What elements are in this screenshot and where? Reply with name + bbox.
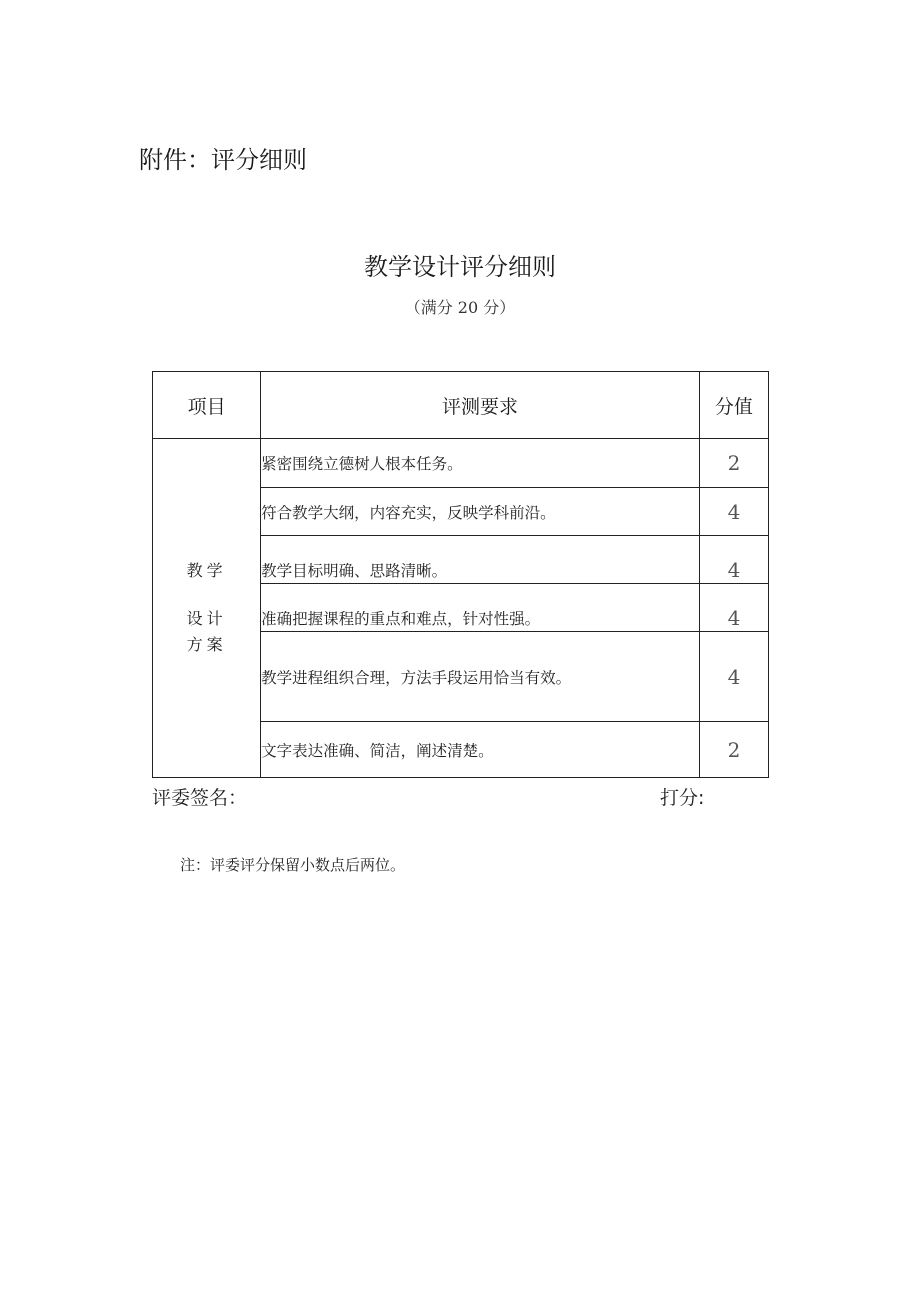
requirement-cell: 准确把握课程的重点和难点，针对性强。 xyxy=(261,584,700,632)
requirement-cell: 教学进程组织合理，方法手段运用恰当有效。 xyxy=(261,632,700,722)
item-cell xyxy=(153,439,261,778)
scoring-table xyxy=(152,371,769,778)
table-header-row xyxy=(153,372,769,439)
requirement-cell: 教学目标明确、思路清晰。 xyxy=(261,536,700,584)
requirement-cell: 符合教学大纲，内容充实，反映学科前沿。 xyxy=(261,488,700,536)
attachment-label: 附件：评分细则 xyxy=(139,146,307,174)
item-line-3: 方案 xyxy=(186,635,227,654)
footnote: 注：评委评分保留小数点后两位。 xyxy=(180,856,406,874)
score-cell: 2 xyxy=(699,439,768,488)
requirement-cell: 文字表达准确、简洁，阐述清楚。 xyxy=(261,722,700,778)
score-cell: 4 xyxy=(699,488,768,536)
table-row xyxy=(153,439,769,488)
header-item: 项目 xyxy=(153,372,261,439)
score-label: 打分: xyxy=(660,787,705,809)
score-cell: 4 xyxy=(699,536,768,584)
score-cell: 2 xyxy=(699,722,768,778)
page-subtitle: （满分 20 分） xyxy=(404,298,516,317)
page-title: 教学设计评分细则 xyxy=(364,253,556,281)
item-line-2: 设计 xyxy=(186,609,227,628)
header-requirement: 评测要求 xyxy=(261,372,700,439)
score-cell: 4 xyxy=(699,632,768,722)
header-score: 分值 xyxy=(699,372,768,439)
item-line-1: 教学 xyxy=(186,561,227,580)
requirement-cell: 紧密围绕立德树人根本任务。 xyxy=(261,439,700,488)
judge-signature-label: 评委签名： xyxy=(152,787,248,809)
score-cell: 4 xyxy=(699,584,768,632)
